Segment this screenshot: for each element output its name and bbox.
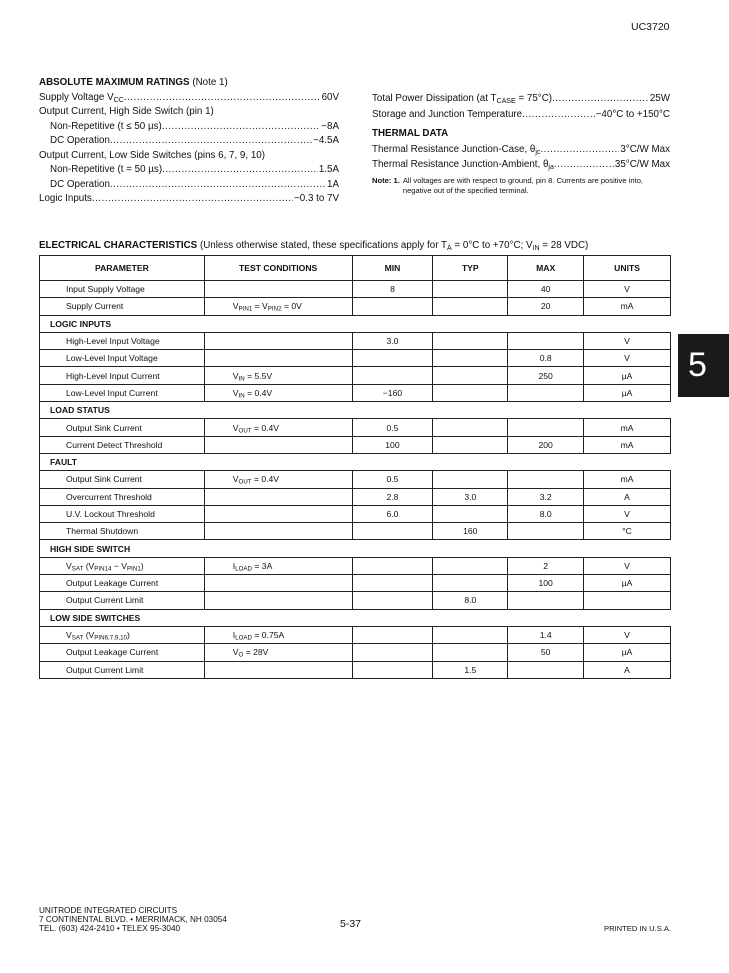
table-row: Supply Current $V_{PIN1} = V_{PIN2} = 0V$ 20 mA <box>40 298 671 315</box>
table-row: High-Level Input Current $V_{IN} = 5.5V$ 250 µA <box>40 367 671 384</box>
table-row: Thermal Shutdown 160 °C <box>40 523 671 540</box>
rating-supply-voltage: Supply Voltage $V_{CC}$ ..... 60V <box>39 91 339 106</box>
col-max: MAX <box>508 256 584 281</box>
rating-high-side-heading: Output Current, High Side Switch (pin 1) <box>39 106 214 117</box>
col-units: UNITS <box>584 256 671 281</box>
absolute-maximum-ratings <box>39 76 339 207</box>
electrical-characteristics-table <box>39 255 671 679</box>
col-min: MIN <box>352 256 433 281</box>
rating-low-side-heading: Output Current, Low Side Switches (pins 6, 7, 9, 10) <box>39 149 265 161</box>
page-number: 5-37 <box>340 918 362 930</box>
section-row-logic-inputs: LOGIC INPUTS <box>40 315 671 332</box>
table-row: $V_{SAT}$ $(V_{PIN6,7,9,10})$ $I_{LOAD} = 0.75A$ 1.4 V <box>40 626 671 643</box>
table-row: Low-Level Input Voltage 0.8 V <box>40 350 671 367</box>
table-header-row <box>40 256 671 281</box>
table-row: Low-Level Input Current $V_{IN} = 0.4V$ −160 µA <box>40 384 671 401</box>
table-row: Output Leakage Current $V_O = 28V$ 50 µA <box>40 644 671 661</box>
section-row-low-side-switches: LOW SIDE SWITCHES <box>40 609 671 626</box>
section-row-high-side-switch: HIGH SIDE SWITCH <box>40 540 671 557</box>
table-row: High-Level Input Voltage 3.0 V <box>40 332 671 349</box>
thermal-note: Note: 1. All voltages are with respect to ground, pin 8. Currents are positive into, negative out of the specified terminal. <box>372 175 644 195</box>
rating-hs-dc: DC Operation ..... −4.5A <box>39 134 339 149</box>
rating-power-dissipation: Total Power Dissipation (at $T_{CASE} = 75^\circ C$) ..... 25W <box>372 91 670 107</box>
thermal-junction-ambient: Thermal Resistance Junction-Ambient, $\theta_{ja}$ ..... 35°C/W Max <box>372 157 670 173</box>
rating-logic-inputs: Logic Inputs ..... −0.3 to 7V <box>39 192 339 207</box>
table-row: Current Detect Threshold 100 200 mA <box>40 436 671 453</box>
rating-hs-nonrepetitive: Non-Repetitive (t ≤ 50 µs) ..... −8A <box>39 120 339 135</box>
ec-title: ELECTRICAL CHARACTERISTICS (Unless otherwise stated, these specifications apply for $T_A = 0^\circ C$ to +70°C; $V_{IN} = 28$ VDC) <box>39 240 589 252</box>
table-row: Overcurrent Threshold 2.8 3.0 3.2 A <box>40 488 671 505</box>
col-test-conditions: TEST CONDITIONS <box>204 256 352 281</box>
printed-in: PRINTED IN U.S.A. <box>604 924 672 933</box>
table-row: Output Current Limit 8.0 <box>40 592 671 609</box>
power-thermal-section <box>372 91 670 196</box>
thermal-junction-case: Thermal Resistance Junction-Case, $\theta_{jc}$ ..... 3°C/W Max <box>372 142 670 158</box>
footer-address: UNITRODE INTEGRATED CIRCUITS 7 CONTINENTAL BLVD. • MERRIMACK, NH 03054 TEL. (603) 424-2410 • TELEX 95-3040 <box>39 906 227 933</box>
col-typ: TYP <box>433 256 508 281</box>
part-number: UC3720 <box>631 21 670 33</box>
table-row: Output Leakage Current 100 µA <box>40 575 671 592</box>
table-row: U.V. Lockout Threshold 6.0 8.0 V <box>40 505 671 522</box>
section-tab: 5 <box>678 334 729 397</box>
rating-storage-temperature: Storage and Junction Temperature ..... −40°C to +150°C <box>372 107 670 123</box>
table-row: Output Sink Current $V_{OUT} = 0.4V$ 0.5 mA <box>40 471 671 488</box>
table-row: Input Supply Voltage 8 40 V <box>40 281 671 298</box>
table-row: Output Sink Current $V_{OUT} = 0.4V$ 0.5 mA <box>40 419 671 436</box>
section-row-load-status: LOAD STATUS <box>40 402 671 419</box>
ratings-title: ABSOLUTE MAXIMUM RATINGS (Note 1) <box>39 77 228 88</box>
table-row: Output Current Limit 1.5 A <box>40 661 671 678</box>
rating-ls-dc: DC Operation ..... 1A <box>39 178 339 193</box>
thermal-title: THERMAL DATA <box>372 128 449 139</box>
col-parameter: PARAMETER <box>40 256 205 281</box>
table-row: $V_{SAT}$ $(V_{PIN14} - V_{PIN1})$ $I_{LOAD} = 3A$ 2 V <box>40 557 671 574</box>
rating-ls-nonrepetitive: Non-Repetitive (t = 50 µs) ..... 1.5A <box>39 163 339 178</box>
section-row-fault: FAULT <box>40 453 671 470</box>
